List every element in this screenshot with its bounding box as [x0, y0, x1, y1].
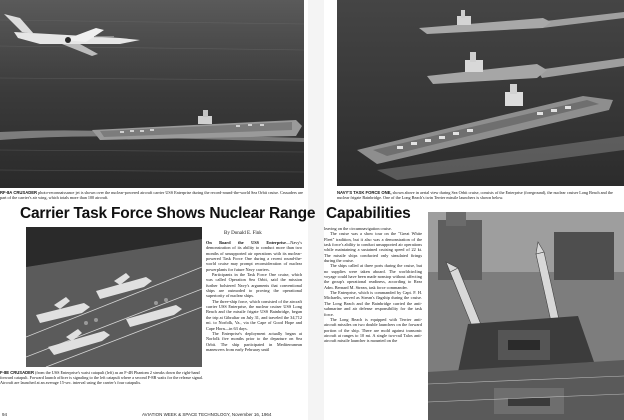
- photo-terrier-launcher: [428, 212, 624, 420]
- caption-crusader-over-carrier: RF-8A CRUSADER photo-reconnaissance jet is shown over the nuclear-powered aircraft carrier USS Enterprise during the record-round-the-world Sea Orbit cruise. Crusaders are part of the carrier's air wing, which totals more than 100 aircraft.: [0, 190, 304, 201]
- article-headline-right: Capabilities: [326, 205, 411, 222]
- photo-task-force-one: [337, 0, 624, 186]
- magazine-folio: AVIATION WEEK & SPACE TECHNOLOGY, November 16, 1964: [142, 412, 272, 417]
- article-column-2: leaving on the circumnavigation cruise. The cruise was a show tour on the "Great White Fleet" tradition, but it also was a demonstration of the task force's ability to conduct unsupported air operations while maintaining a sustained cruising speed of 22 kt. The missile ships conducted only simulated firings during the cruise. The ships called at three ports during the cruise, but no supplies were taken aboard. The worldcircling voyage could have been made nonstop without affecting the group's operational readiness, according to Rear Adm. Bernard M. Strean, task force commander. The Enterprise, which is commanded by Capt. F. H. Michaelis, served as Strean's flagship during the cruise. The Long Beach and the Bainbridge carried the anti-submarine and air defense responsibility for the task force. The Long Beach is equipped with Terrier anti-aircraft missiles on two double launchers on the forward portion of the ship. There are mold against transonic aircraft at ranges to 10 mi. A single two-rail Talos anti-aircraft missile launcher is mounted on the: [324, 226, 422, 344]
- page-number: 94: [2, 412, 8, 417]
- photo-crusader-over-carrier: [0, 0, 304, 188]
- caption-f8e-on-catapult: F-8E CRUSADER (from the USS Enterprise's waist catapult (left) as an F-4B Phantom 2 streaks down the right-hand forward catapult. Forward launch officer is signaling to the left catapult where a second F-8B waits for the release signal. Aircraft are launched at an average 15-sec. interval using the carrier's four catapults.: [0, 370, 204, 386]
- article-column-1: On Board the USS Enterprise—Navy's demonstration of its ability to conduct more than two months of unsupported air operations with its nuclear-powered Task Force One during a recent round-the-world cruise may prompt reconsideration of nuclear powerplants for future Navy carriers. Participants in the Task Force One cruise, which was called Operation Sea Orbit, said the mission further bolstered Navy's arguments that conventional ships are outmoded to proving the operational superiority of nuclear ships. The three-ship force, which consisted of the aircraft carrier USS Enterprise, the nuclear cruiser USS Long Beach and the missile frigate USS Bainbridge, began the trip at Gibraltar on July 31, and traveled the 34,712 mi. to Norfolk, Va., via the Cape of Good Hope and Cape Horn—in 63 days. The Enterprise's deployment actually began at Norfolk five months prior to the departure on Sea Orbit. The ship participated in Mediterranean maneuvers from early February until: [206, 240, 302, 352]
- photo-f8e-on-catapult: [26, 227, 202, 367]
- article-headline-left: Carrier Task Force Shows Nuclear Range: [20, 205, 316, 222]
- caption-task-force-one: NAVY'S TASK FORCE ONE, shown above in aerial view during Sea Orbit cruise, consists of the Enterprise (foreground), the nuclear cruiser Long Beach and the nuclear frigate Bainbridge. One of the Long Beach's twin Terrier missile launchers is shown below.: [337, 190, 613, 201]
- article-byline: By Donald E. Fink: [224, 231, 262, 236]
